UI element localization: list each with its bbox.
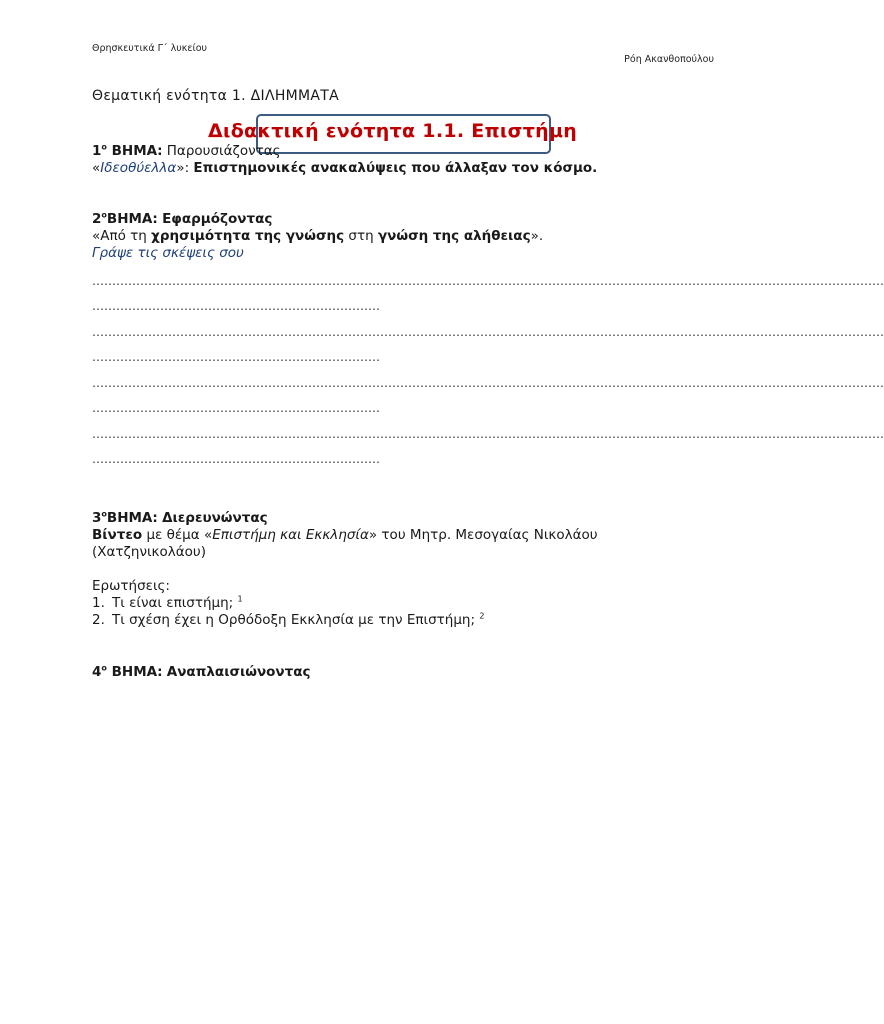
step3-label: ΒΗΜΑ:	[106, 510, 158, 526]
video-title[interactable]: Επιστήμη και Εκκλησία	[212, 527, 369, 543]
quote-open: «	[92, 160, 101, 176]
question-number: 2.	[92, 612, 105, 628]
footnote-ref[interactable]: 1	[237, 594, 243, 604]
ideothyella-link[interactable]: Ιδεοθύελλα	[100, 160, 177, 176]
quote-bold-1: χρησιμότητα της γνώσης	[151, 228, 345, 244]
question-item	[92, 612, 598, 629]
step1-heading	[92, 143, 597, 160]
step4-title: Αναπλαισιώνοντας	[166, 664, 311, 680]
unit-title: Θεματική ενότητα 1. ΔΙΛΗΜΜΑΤΑ	[92, 88, 340, 104]
step2-title: Εφαρμόζοντας	[162, 211, 273, 227]
step1-topic: Επιστημονικές ανακαλύψεις που άλλαξαν τον κόσμο.	[193, 160, 598, 176]
step3-number: 3	[92, 510, 102, 526]
video-text-2: » του Μητρ. Μεσογαίας Νικολάου	[368, 527, 598, 543]
spacer	[92, 561, 598, 578]
step2-label: ΒΗΜΑ:	[106, 211, 158, 227]
step4-heading	[92, 664, 311, 681]
write-prompt: Γράψε τις σκέψεις σου	[92, 245, 244, 261]
answer-line[interactable]: ………………………………………………………………	[92, 299, 380, 313]
step3-title: Διερευνώντας	[162, 510, 268, 526]
step1-title: Παρουσιάζοντας	[166, 143, 281, 159]
quote-close: »:	[176, 160, 190, 176]
video-label: Βίντεο	[92, 527, 143, 543]
step2-quote	[92, 228, 543, 245]
quote-part-2: στη	[344, 228, 378, 244]
question-text: Τι είναι επιστήμη;	[112, 595, 238, 611]
step1-section	[92, 143, 597, 177]
header-author: Ρόη Ακανθοπούλου	[624, 54, 714, 65]
step4-number: 4	[92, 664, 102, 680]
step4-section	[92, 664, 311, 681]
footnote-ref[interactable]: 2	[479, 611, 485, 621]
step3-heading	[92, 510, 598, 527]
step2-number: 2	[92, 211, 102, 227]
quote-bold-2: γνώση της αλήθειας	[377, 228, 531, 244]
step1-number: 1	[92, 143, 102, 159]
step2-ordinal: ο	[101, 210, 107, 220]
question-number: 1.	[92, 595, 105, 611]
step1-line	[92, 160, 597, 177]
video-line	[92, 527, 598, 544]
step2-section	[92, 211, 543, 262]
lesson-title: Διδακτική ενότητα 1.1. Επιστήμη	[208, 120, 578, 142]
answer-line[interactable]: ………………………………………………………………………………………………………………………………………………………………………………	[92, 427, 884, 441]
step1-ordinal: ο	[101, 142, 107, 152]
quote-part-1: «Από τη	[92, 228, 152, 244]
answer-line[interactable]: ………………………………………………………………………………………………………………………………………………………………………………	[92, 274, 884, 288]
questions-label: Ερωτήσεις:	[92, 578, 170, 594]
header-course: Θρησκευτικά Γ΄ λυκείου	[92, 43, 208, 54]
answer-line[interactable]: ………………………………………………………………	[92, 452, 380, 466]
questions-list	[92, 595, 598, 629]
answer-line[interactable]: ………………………………………………………………………………………………………………………………………………………………………………	[92, 376, 884, 390]
answer-line[interactable]: ………………………………………………………………	[92, 350, 380, 364]
question-text: Τι σχέση έχει η Ορθόδοξη Εκκλησία με την Επιστήμη;	[112, 612, 480, 628]
quote-part-3: ».	[530, 228, 544, 244]
step2-heading	[92, 211, 543, 228]
question-item	[92, 595, 598, 612]
step1-label: ΒΗΜΑ:	[111, 143, 163, 159]
video-author: (Χατζηνικολάου)	[92, 544, 206, 560]
step3-section	[92, 510, 598, 629]
answer-line[interactable]: ………………………………………………………………………………………………………………………………………………………………………………	[92, 325, 884, 339]
step4-label: ΒΗΜΑ:	[111, 664, 163, 680]
answer-line[interactable]: ………………………………………………………………	[92, 401, 380, 415]
video-text-1: με θέμα «	[142, 527, 213, 543]
step3-ordinal: ο	[101, 509, 107, 519]
step4-ordinal: ο	[101, 663, 107, 673]
